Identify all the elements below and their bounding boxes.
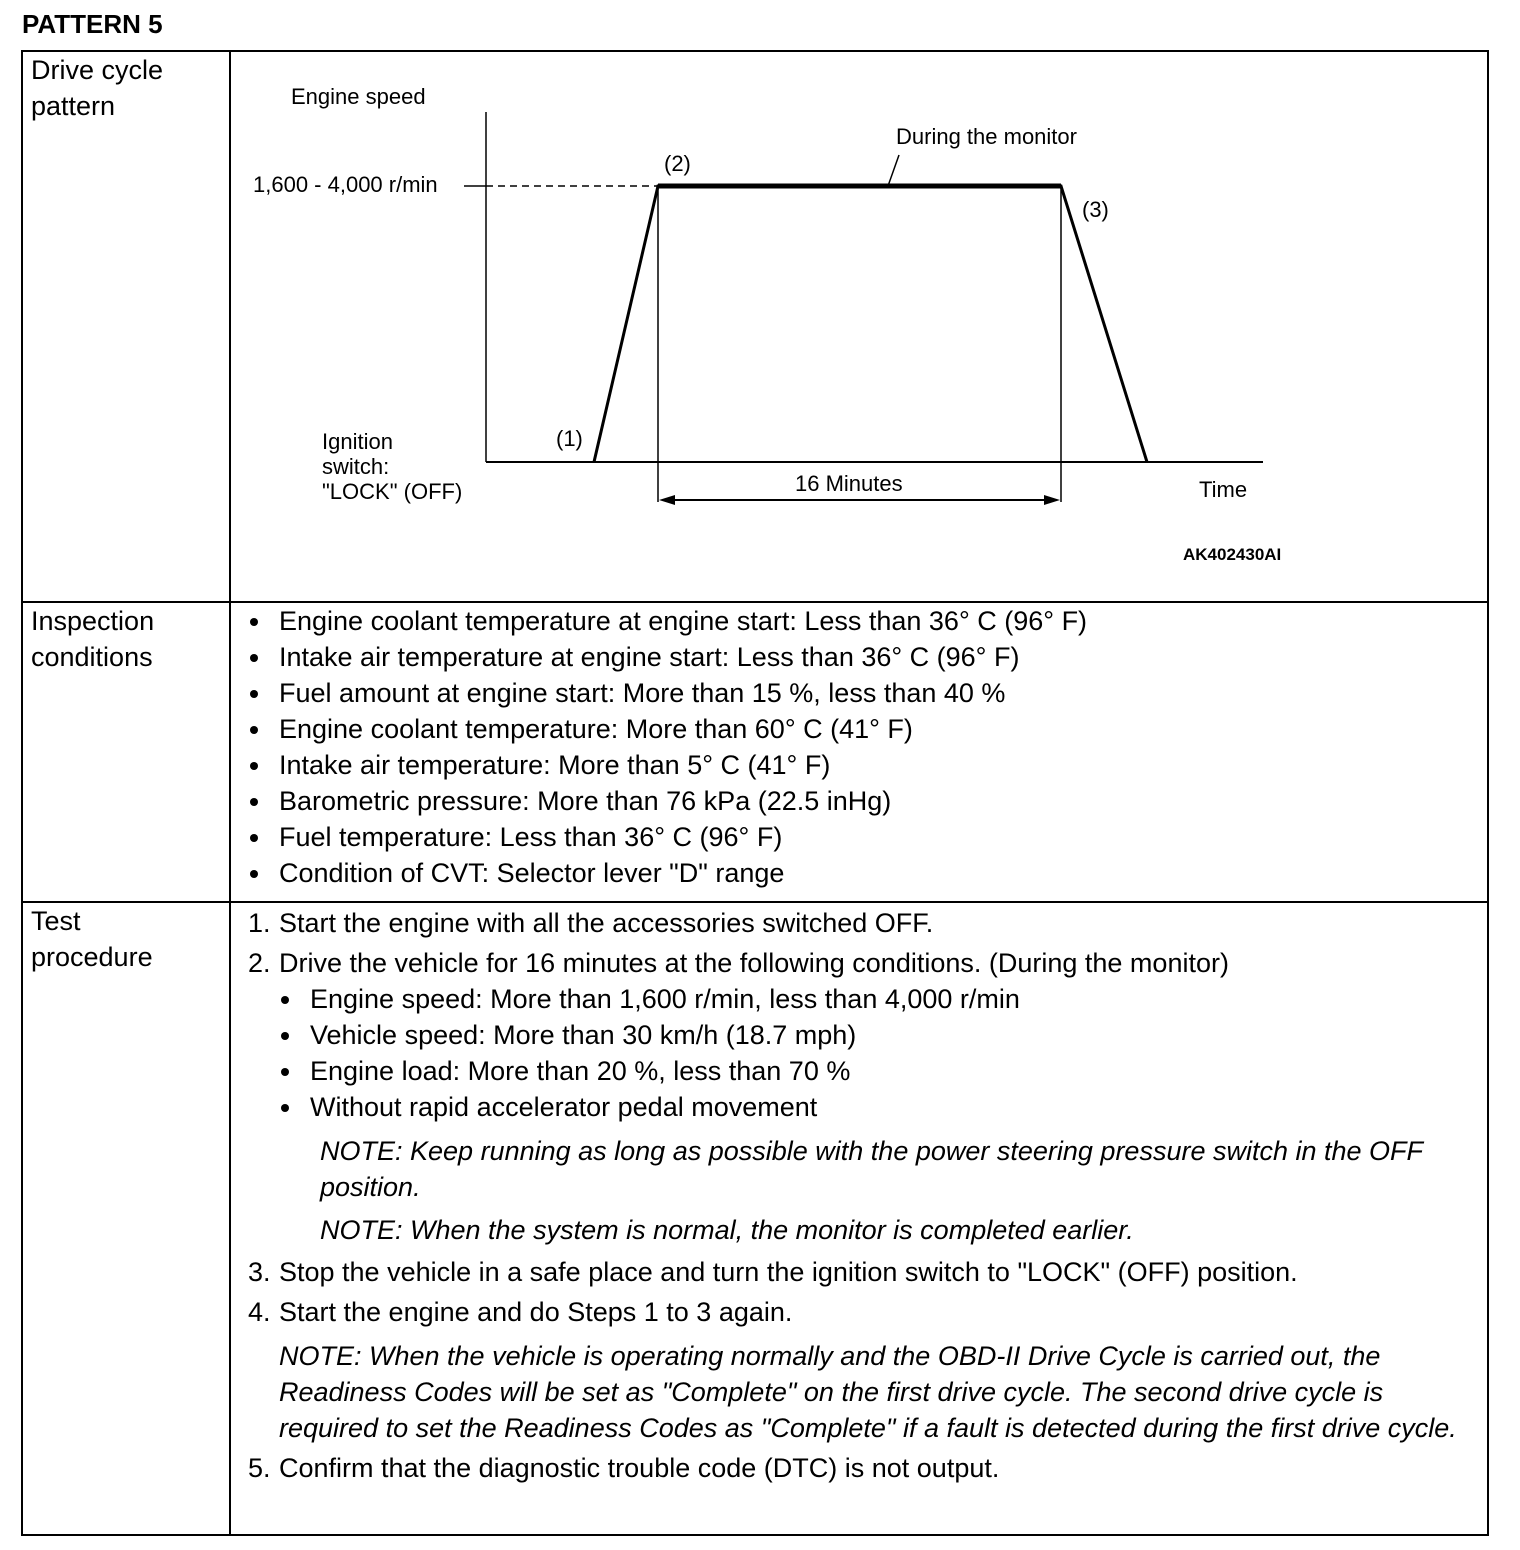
- step-text: Stop the vehicle in a safe place and turn the ignition switch to "LOCK" (OFF) position.: [279, 1257, 1298, 1287]
- step-number: 2.: [248, 948, 271, 978]
- item-text: Vehicle speed: More than 30 km/h (18.7 mph): [310, 1020, 857, 1050]
- step-number: 1.: [248, 908, 271, 938]
- condition-list: [279, 981, 1487, 1125]
- step-4: [248, 1294, 1487, 1446]
- duration-label: 16 Minutes: [795, 471, 903, 496]
- list-item: [248, 711, 1487, 747]
- label-line: Test: [31, 906, 81, 936]
- bullet-icon: [281, 1104, 289, 1112]
- inspection-list: [231, 603, 1487, 891]
- arrow-head-right: [1044, 495, 1060, 505]
- list-item: [279, 1053, 1487, 1089]
- speed-range-label: 1,600 - 4,000 r/min: [253, 172, 438, 197]
- item-text: Intake air temperature: More than 5° C (41° F): [279, 750, 831, 780]
- bullet-icon: [250, 870, 258, 878]
- ignition-label-line: switch:: [322, 454, 390, 479]
- list-item: [279, 1089, 1487, 1125]
- label-line: conditions: [31, 642, 153, 672]
- step-text: Drive the vehicle for 16 minutes at the following conditions. (During the monitor): [279, 948, 1229, 978]
- label-line: Drive cycle: [31, 55, 164, 85]
- point-3-label: (3): [1082, 197, 1109, 222]
- note-block: [279, 1133, 1450, 1248]
- list-item: [279, 981, 1487, 1017]
- list-item: [248, 747, 1487, 783]
- item-text: Barometric pressure: More than 76 kPa (22.5 inHg): [279, 786, 892, 816]
- during-monitor-label: During the monitor: [896, 124, 1077, 149]
- list-item: [248, 783, 1487, 819]
- inspection-conditions: [231, 603, 1487, 901]
- item-text: Fuel amount at engine start: More than 15 %, less than 40 %: [279, 678, 1006, 708]
- bullet-icon: [250, 762, 258, 770]
- drive-cycle-table: [21, 50, 1489, 1536]
- row-label-test-procedure: [31, 903, 229, 975]
- note-text: NOTE: When the vehicle is operating normally and the OBD-II Drive Cycle is carried out, the Readiness Codes will be set as "Complete" on the first drive cycle. The second drive cycle is required to set the Readiness Codes as "Complete" if a fault is detected during the first drive cycle.: [279, 1341, 1457, 1443]
- step-text: Start the engine with all the accessories switched OFF.: [279, 908, 934, 938]
- bullet-icon: [281, 1032, 289, 1040]
- drive-cycle-diagram: [231, 52, 1487, 601]
- row-test-procedure: [23, 903, 1487, 1534]
- y-axis-label: Engine speed: [291, 84, 426, 109]
- list-item: [248, 819, 1487, 855]
- engine-speed-profile: [594, 186, 1147, 462]
- step-number: 5.: [248, 1453, 271, 1483]
- arrow-head-left: [659, 495, 675, 505]
- ignition-label-line: "LOCK" (OFF): [322, 479, 463, 504]
- item-text: Engine coolant temperature: More than 60° C (41° F): [279, 714, 913, 744]
- list-item: [248, 603, 1487, 639]
- point-2-label: (2): [664, 151, 691, 176]
- row-label-drive-cycle: [31, 52, 229, 124]
- item-text: Without rapid accelerator pedal movement: [310, 1092, 818, 1122]
- item-text: Condition of CVT: Selector lever "D" range: [279, 858, 785, 888]
- label-line: Inspection: [31, 606, 155, 636]
- bullet-icon: [281, 996, 289, 1004]
- item-text: Intake air temperature at engine start: Less than 36° C (96° F): [279, 642, 1020, 672]
- note-text: NOTE: Keep running as long as possible with the power steering pressure switch in the OFF position.: [320, 1136, 1423, 1202]
- item-text: Engine speed: More than 1,600 r/min, less than 4,000 r/min: [310, 984, 1020, 1014]
- bullet-icon: [250, 834, 258, 842]
- step-3: [248, 1254, 1487, 1290]
- label-line: pattern: [31, 91, 116, 121]
- item-text: Engine load: More than 20 %, less than 70 %: [310, 1056, 851, 1086]
- x-axis-label: Time: [1199, 477, 1248, 502]
- step-number: 3.: [248, 1257, 271, 1287]
- row-label-inspection: [31, 603, 229, 675]
- point-1-label: (1): [556, 426, 583, 451]
- step-list: [231, 905, 1487, 1486]
- list-item: [279, 1017, 1487, 1053]
- step-1: [248, 905, 1487, 941]
- figure-id: AK402430AI: [1183, 545, 1282, 564]
- row-drive-cycle-pattern: [23, 52, 1487, 603]
- row-inspection-conditions: [23, 603, 1487, 903]
- bullet-icon: [250, 618, 258, 626]
- item-text: Engine coolant temperature at engine start: Less than 36° C (96° F): [279, 606, 1088, 636]
- step-number: 4.: [248, 1297, 271, 1327]
- list-item: [248, 855, 1487, 891]
- list-item: [248, 639, 1487, 675]
- step-2: [248, 945, 1487, 1248]
- page-title: PATTERN 5: [22, 9, 163, 39]
- item-text: Fuel temperature: Less than 36° C (96° F): [279, 822, 783, 852]
- step-5: [248, 1450, 1487, 1486]
- step-text: Confirm that the diagnostic trouble code (DTC) is not output.: [279, 1453, 1000, 1483]
- test-procedure: [231, 903, 1487, 1534]
- step-text: Start the engine and do Steps 1 to 3 again.: [279, 1297, 793, 1327]
- bullet-icon: [250, 798, 258, 806]
- bullet-icon: [250, 726, 258, 734]
- bullet-icon: [250, 690, 258, 698]
- note-text: NOTE: When the system is normal, the monitor is completed earlier.: [320, 1215, 1134, 1245]
- monitor-leader-line: [888, 155, 899, 186]
- bullet-icon: [250, 654, 258, 662]
- bullet-icon: [281, 1068, 289, 1076]
- ignition-label-line: Ignition: [322, 429, 393, 454]
- label-line: procedure: [31, 942, 153, 972]
- list-item: [248, 675, 1487, 711]
